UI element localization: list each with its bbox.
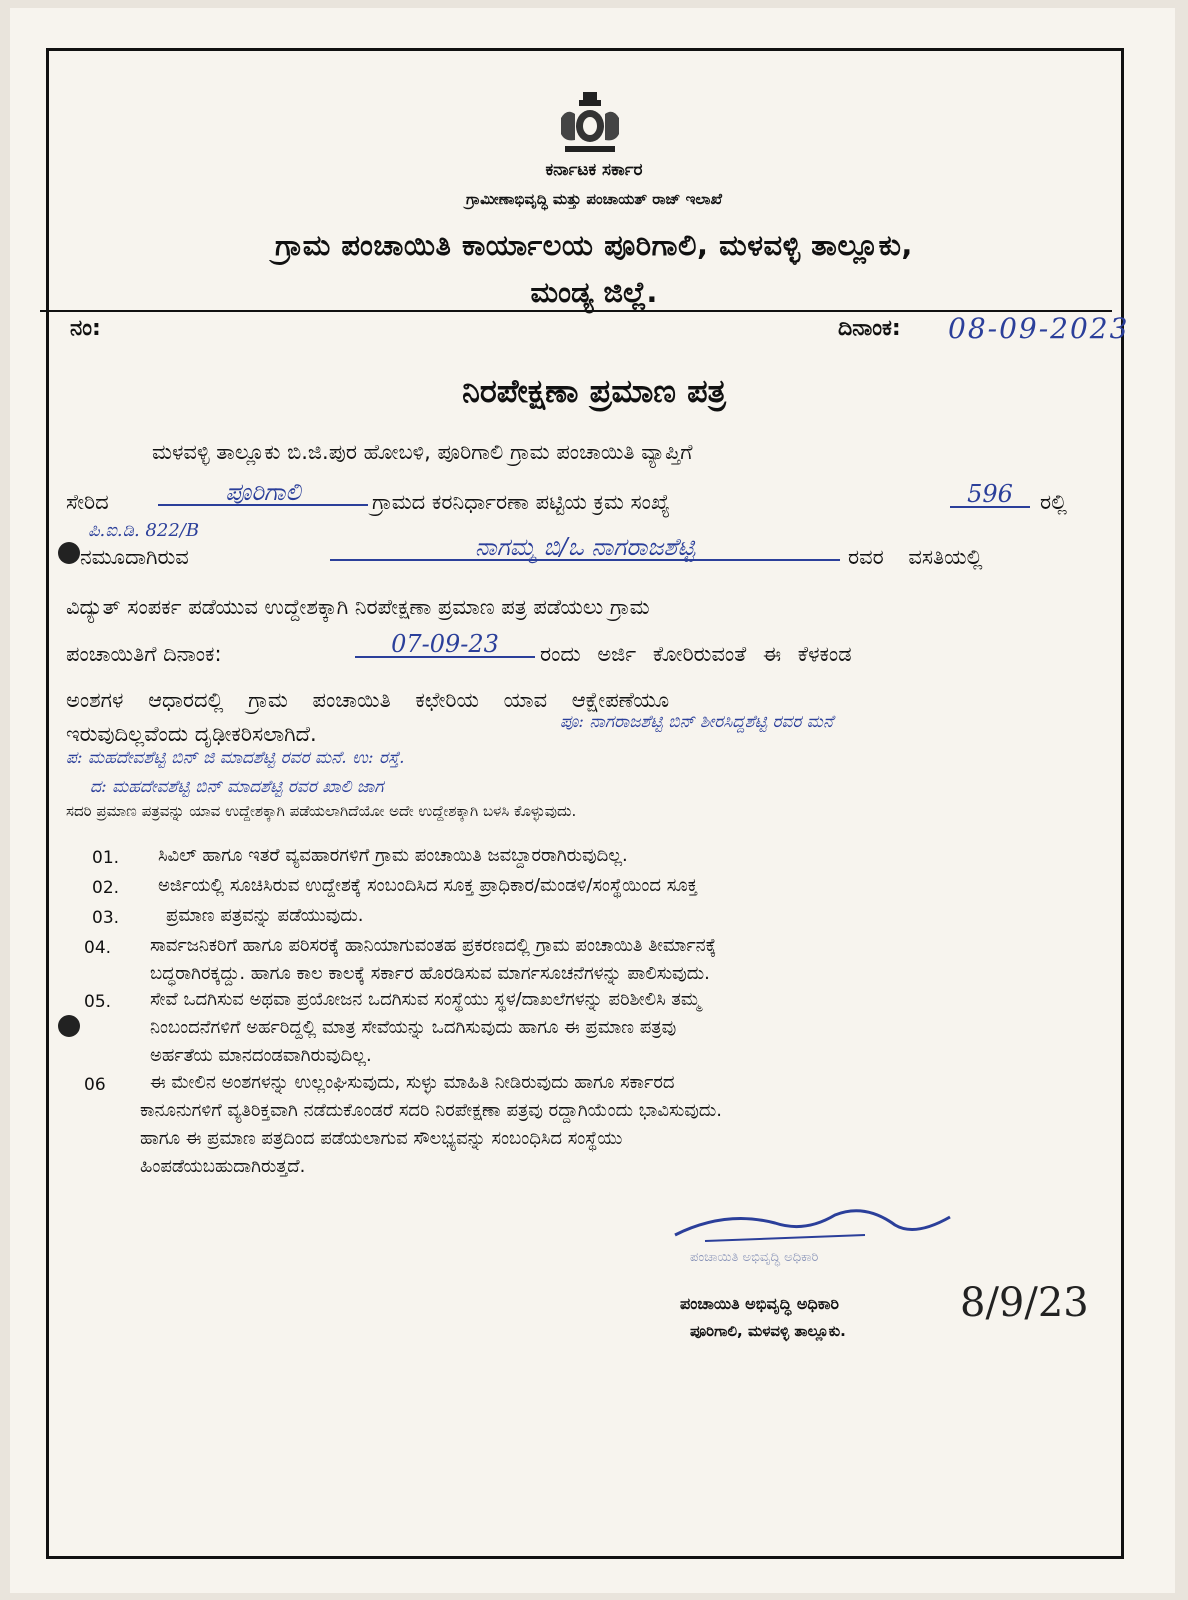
body-line-5-end: ರಂದು ಅರ್ಜಿ ಕೋರಿರುವಂತೆ ಈ ಕೆಳಕಂಡ	[540, 642, 852, 666]
body-line-2-start: ಸೇರಿದ	[66, 490, 109, 514]
condition-text: ಪ್ರಮಾಣ ಪತ್ರವನ್ನು ಪಡೆಯುವುದು.	[166, 905, 364, 926]
signature-date-handwritten: 8/9/23	[960, 1280, 1089, 1326]
condition-number: 06	[84, 1075, 106, 1095]
condition-text-cont: ಬದ್ಧರಾಗಿರಕ್ಕದ್ದು. ಹಾಗೂ ಕಾಲ ಕಾಲಕ್ಕೆ ಸರ್ಕಾರ ಹೊರಡಿಸುವ ಮಾರ್ಗಸೂಚನೆಗಳನ್ನು ಪಾಲಿಸುವುದು.	[150, 963, 710, 984]
punch-hole	[58, 1015, 80, 1037]
condition-text-cont: ಹಾಗೂ ಈ ಪ್ರಮಾಣ ಪತ್ರದಿಂದ ಪಡೆಯಲಾಗುವ ಸೌಲಭ್ಯವನ್ನು ಸಂಬಂಧಿಸಿದ ಸಂಸ್ಥೆಯು	[140, 1128, 623, 1149]
application-date-handwritten: 07-09-23	[355, 632, 535, 658]
department-name: ಗ್ರಾಮೀಣಾಭಿವೃದ್ಧಿ ಮತ್ತು ಪಂಚಾಯತ್ ರಾಜ್ ಇಲಾಖೆ	[466, 190, 722, 208]
body-line-3-start: ನಮೂದಾಗಿರುವ	[80, 545, 189, 569]
condition-text-cont: ಹಿಂಪಡೆಯಬಹುದಾಗಿರುತ್ತದೆ.	[140, 1156, 306, 1177]
officer-place: ಪೂರಿಗಾಲಿ, ಮಳವಳ್ಳಿ ತಾಲ್ಲೂಕು.	[690, 1322, 846, 1340]
boundary-east-handwritten: ಪೂ: ನಾಗರಾಜಶೆಟ್ಟಿ ಬಿನ್ ಶೀರಸಿದ್ದಶೆಟ್ಟಿ ರವರ ಮನೆ	[560, 712, 834, 732]
condition-text: ಈ ಮೇಲಿನ ಅಂಶಗಳನ್ನು ಉಲ್ಲಂಘಿಸುವುದು, ಸುಳ್ಳು ಮಾಹಿತಿ ನೀಡಿರುವುದು ಹಾಗೂ ಸರ್ಕಾರದ	[150, 1072, 675, 1093]
condition-number: 03.	[92, 908, 120, 928]
government-name: ಕರ್ನಾಟಕ ಸರ್ಕಾರ	[545, 160, 643, 180]
condition-text: ಸೇವೆ ಒದಗಿಸುವ ಅಥವಾ ಪ್ರಯೋಜನ ಒದಗಿಸುವ ಸಂಸ್ಥೆಯು ಸ್ಥಳ/ದಾಖಲೆಗಳನ್ನು ಪರಿಶೀಲಿಸಿ ತಮ್ಮ	[150, 989, 701, 1010]
boundary-west-north-handwritten: ಪ: ಮಹದೇವಶೆಟ್ಟಿ ಬಿನ್ ಜಿ ಮಾದಶೆಟ್ಟಿ ರವರ ಮನೆ. ಉ: ರಸ್ತೆ.	[66, 748, 405, 768]
condition-number: 01.	[92, 848, 120, 868]
condition-number: 05.	[84, 992, 112, 1012]
reference-number-label: ನಂ:	[70, 316, 101, 341]
condition-text-cont: ಅರ್ಹತೆಯ ಮಾನದಂಡವಾಗಿರುವುದಿಲ್ಲ.	[150, 1045, 372, 1066]
usage-note: ಸದರಿ ಪ್ರಮಾಣ ಪತ್ರವನ್ನು ಯಾವ ಉದ್ದೇಶಕ್ಕಾಗಿ ಪಡೆಯಲಾಗಿದೆಯೋ ಅದೇ ಉದ್ದೇಶಕ್ಕಾಗಿ ಬಳಸಿ ಕೊಳ್ಳುವುದು.	[66, 802, 577, 820]
district-name: ಮಂಡ್ಯ ಜಿಲ್ಲೆ.	[530, 275, 658, 309]
officer-signature-icon	[665, 1205, 955, 1245]
certificate-title: ನಿರಪೇಕ್ಷಣಾ ಪ್ರಮಾಣ ಪತ್ರ	[462, 372, 726, 410]
body-line-2-end: ರಲ್ಲಿ	[1040, 490, 1067, 514]
serial-number-handwritten: 596	[950, 482, 1030, 508]
condition-number: 04.	[84, 938, 112, 958]
body-line-2-mid: ಗ್ರಾಮದ ಕರನಿರ್ಧಾರಣಾ ಪಟ್ಟಿಯ ಕ್ರಮ ಸಂಖ್ಯೆ	[372, 490, 670, 514]
condition-number: 02.	[92, 878, 120, 898]
condition-text: ಅರ್ಜಿಯಲ್ಲಿ ಸೂಚಿಸಿರುವ ಉದ್ದೇಶಕ್ಕೆ ಸಂಬಂದಿಸಿದ ಸೂಕ್ತ ಪ್ರಾಧಿಕಾರ/ಮಂಡಳಿ/ಸಂಸ್ಥೆಯಿಂದ ಸೂಕ್ತ	[158, 875, 698, 896]
body-line-4: ವಿದ್ಯುತ್ ಸಂಪರ್ಕ ಪಡೆಯುವ ಉದ್ದೇಶಕ್ಕಾಗಿ ನಿರಪೇಕ್ಷಣಾ ಪ್ರಮಾಣ ಪತ್ರ ಪಡೆಯಲು ಗ್ರಾಮ	[66, 595, 650, 619]
condition-text: ಸಾರ್ವಜನಿಕರಿಗೆ ಹಾಗೂ ಪರಿಸರಕ್ಕೆ ಹಾನಿಯಾಗುವಂತಹ ಪ್ರಕರಣದಲ್ಲಿ ಗ್ರಾಮ ಪಂಚಾಯಿತಿ ತೀರ್ಮಾನಕ್ಕೆ	[150, 935, 717, 956]
punch-hole	[58, 542, 80, 564]
body-line-1: ಮಳವಳ್ಳಿ ತಾಲ್ಲೂಕು ಬಿ.ಜಿ.ಪುರ ಹೋಬಳಿ, ಪೂರಿಗಾಲಿ ಗ್ರಾಮ ಪಂಚಾಯಿತಿ ವ್ಯಾಪ್ತಿಗೆ	[152, 440, 693, 464]
applicant-name-handwritten: ನಾಗಮ್ಮ ಬಿ/ಒ ನಾಗರಾಜಶೆಟ್ಟಿ	[330, 535, 840, 561]
date-value: 08-09-2023	[948, 312, 1130, 345]
office-name: ಗ್ರಾಮ ಪಂಚಾಯಿತಿ ಕಾರ್ಯಾಲಯ ಪೂರಿಗಾಲಿ, ಮಳವಳ್ಳಿ ತಾಲ್ಲೂಕು,	[275, 228, 913, 262]
condition-text-cont: ನಿಂಬಂದನೆಗಳಿಗೆ ಅರ್ಹರಿದ್ದಲ್ಲಿ ಮಾತ್ರ ಸೇವೆಯನ್ನು ಒದಗಿಸುವುದು ಹಾಗೂ ಈ ಪ್ರಮಾಣ ಪತ್ರವು	[150, 1017, 677, 1038]
body-line-3-end: ರವರ ವಸತಿಯಲ್ಲಿ	[848, 545, 983, 569]
stamp-impression: ಪಂಚಾಯಿತಿ ಅಭಿವೃದ್ಧಿ ಅಧಿಕಾರಿ	[690, 1250, 819, 1265]
property-id-handwritten: ಪಿ.ಐ.ಡಿ. 822/B	[88, 520, 200, 541]
condition-text: ಸಿವಿಲ್ ಹಾಗೂ ಇತರೆ ವ್ಯವಹಾರಗಳಿಗೆ ಗ್ರಾಮ ಪಂಚಾಯಿತಿ ಜವಬ್ದಾರರಾಗಿರುವುದಿಲ್ಲ.	[158, 845, 628, 866]
condition-text-cont: ಕಾನೂನುಗಳಿಗೆ ವ್ಯತಿರಿಕ್ತವಾಗಿ ನಡೆದುಕೊಂಡರೆ ಸದರಿ ನಿರಪೇಕ್ಷಣಾ ಪತ್ರವು ರದ್ದಾಗಿಯೆಂದು ಭಾವಿಸುವುದು.	[140, 1100, 722, 1121]
karnataka-emblem-icon	[555, 88, 625, 160]
village-name-handwritten: ಪೂರಿಗಾಲಿ	[158, 480, 368, 506]
officer-title: ಪಂಚಾಯಿತಿ ಅಭಿವೃದ್ಧಿ ಅಧಿಕಾರಿ	[680, 1294, 839, 1313]
body-line-6: ಅಂಶಗಳ ಆಧಾರದಲ್ಲಿ ಗ್ರಾಮ ಪಂಚಾಯಿತಿ ಕಛೇರಿಯ ಯಾವ ಆಕ್ಷೇಪಣೆಯೂ	[66, 688, 670, 712]
boundary-south-handwritten: ದ: ಮಹದೇವಶೆಟ್ಟಿ ಬಿನ್ ಮಾದಶೆಟ್ಟಿ ರವರ ಖಾಲಿ ಜಾಗ	[90, 777, 384, 797]
date-label: ದಿನಾಂಕ:	[838, 316, 901, 341]
body-line-7: ಇರುವುದಿಲ್ಲವೆಂದು ದೃಢೀಕರಿಸಲಾಗಿದೆ.	[66, 722, 317, 746]
body-line-5-start: ಪಂಚಾಯಿತಿಗೆ ದಿನಾಂಕ:	[66, 642, 222, 666]
